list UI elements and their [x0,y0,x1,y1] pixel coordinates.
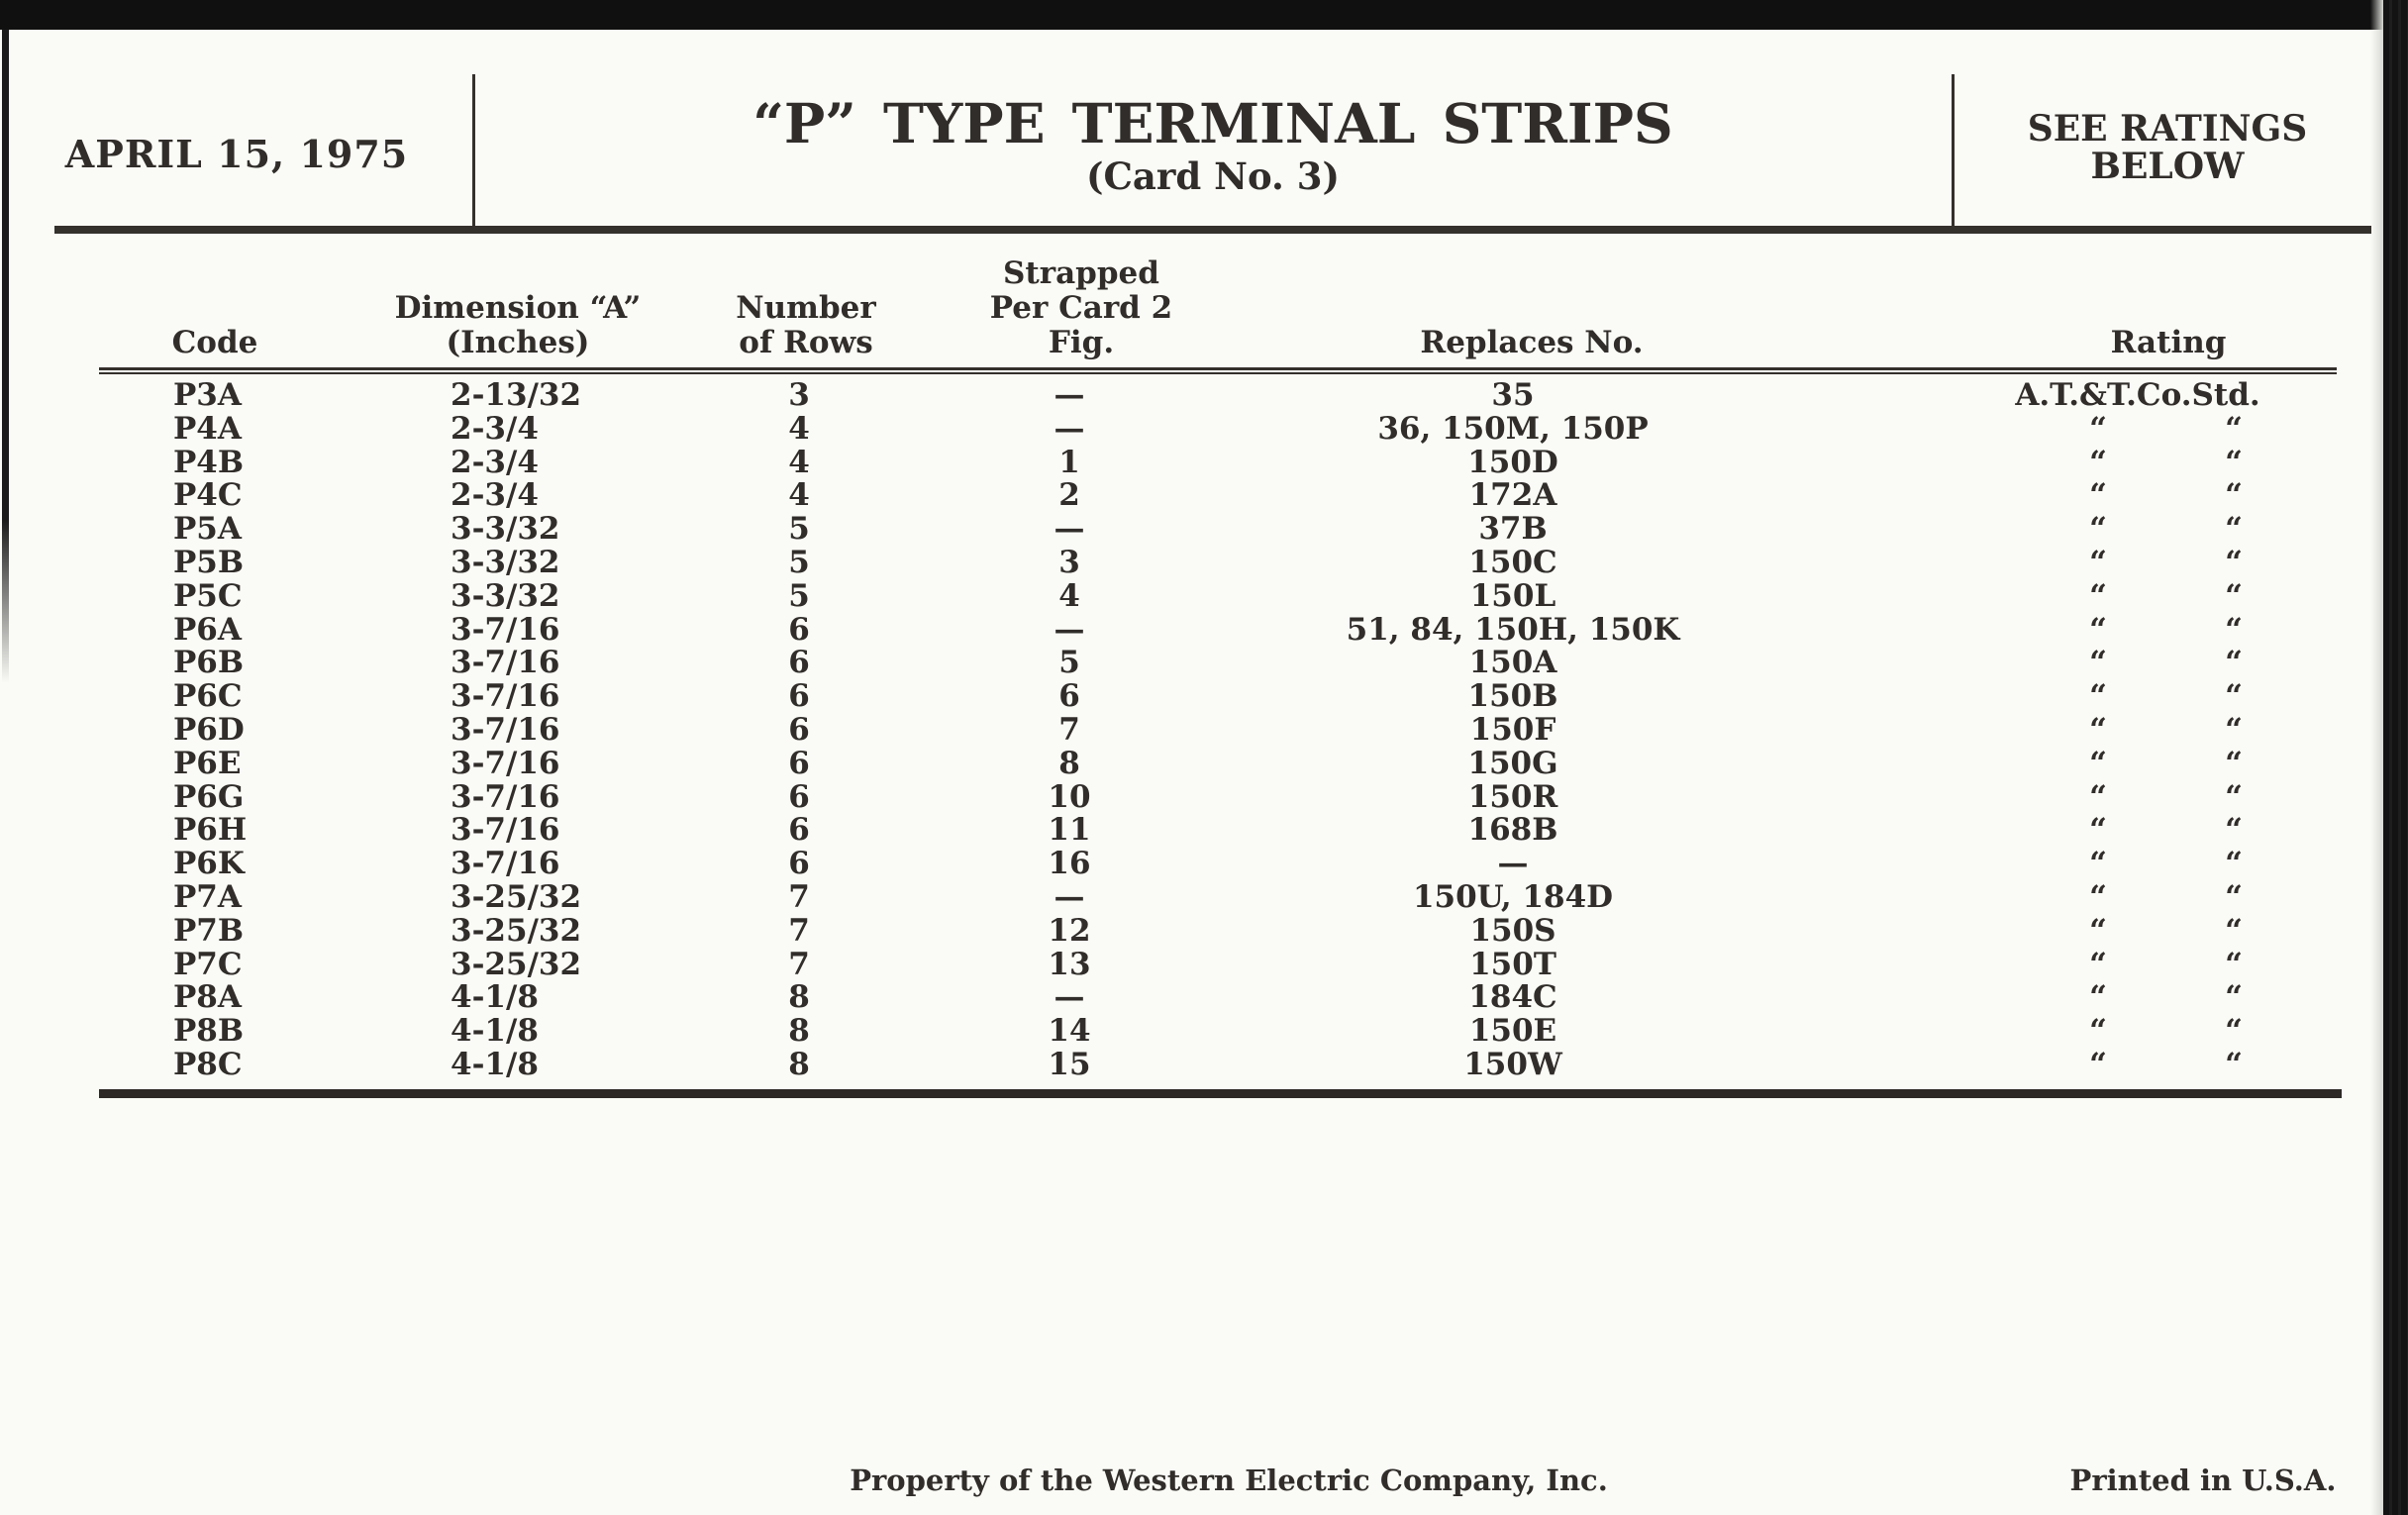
cell-num-rows: 6 [788,711,810,748]
card-subtitle: (Card No. 3) [1085,154,1341,198]
cell-replaces: — [1497,846,1529,882]
table-row [0,745,2408,781]
column-header-fig [990,256,1172,360]
table-row [0,711,2408,748]
cell-replaces: 150C [1468,544,1557,580]
table-row [0,848,2408,881]
cell-dimension: 3-3/32 [451,511,560,548]
table-row [0,379,2408,413]
cell-code: P6B [173,645,245,681]
header-divider-left [472,74,475,230]
cell-replaces: 184C [1468,979,1557,1016]
cell-fig: 5 [1058,645,1080,681]
cell-fig: — [1054,979,1085,1016]
cell-code: P5C [173,577,243,614]
cell-replaces: 150D [1467,444,1558,480]
cell-replaces: 36, 150M, 150P [1377,410,1649,447]
cell-fig: — [1054,511,1085,548]
cell-dimension: 3-25/32 [451,878,582,915]
ditto-mark: “ [2225,577,2243,614]
ditto-mark: “ [2225,678,2243,715]
ditto-mark: “ [2089,711,2107,748]
cell-num-rows: 8 [788,1046,810,1082]
cell-num-rows: 6 [788,778,810,815]
ditto-mark: “ [2089,946,2107,982]
ditto-mark: “ [2225,979,2243,1016]
cell-fig: 12 [1048,912,1091,949]
ditto-mark: “ [2225,878,2243,915]
cell-num-rows: 6 [788,611,810,648]
cell-code: P5B [173,544,245,580]
cell-dimension: 3-25/32 [451,946,582,982]
cell-fig: 1 [1058,444,1080,480]
cell-dimension: 3-7/16 [451,645,560,681]
cell-dimension: 2-3/4 [451,410,539,447]
cell-num-rows: 3 [788,377,810,413]
cell-replaces: 37B [1478,511,1548,548]
table-row [0,544,2408,580]
cell-num-rows: 5 [788,577,810,614]
ditto-mark: “ [2225,778,2243,815]
cell-fig: 7 [1058,711,1080,748]
cell-num-rows: 6 [788,645,810,681]
cell-rating: A.T.&T.Co.Std. [2015,377,2260,413]
ditto-mark: “ [2089,645,2107,681]
cell-fig: 2 [1058,477,1080,514]
cell-dimension: 3-7/16 [451,678,560,715]
cell-dimension: 2-3/4 [451,477,539,514]
cell-replaces: 150S [1469,912,1556,949]
cell-code: P8C [173,1046,243,1082]
cell-dimension: 3-3/32 [451,544,560,580]
cell-fig: 10 [1048,778,1091,815]
cell-num-rows: 8 [788,979,810,1016]
cell-fig: 4 [1058,577,1080,614]
table-row [0,410,2408,447]
ditto-mark: “ [2089,1046,2107,1082]
cell-replaces: 168B [1467,812,1558,849]
ditto-mark: “ [2089,812,2107,849]
cell-replaces: 150W [1463,1046,1562,1082]
table-row [0,878,2408,915]
cell-code: P6K [173,846,245,882]
cell-replaces: 150U, 184D [1412,878,1614,915]
table-row [0,513,2408,547]
cell-fig: 8 [1058,745,1080,781]
cell-replaces: 150B [1467,678,1558,715]
ditto-mark: “ [2089,577,2107,614]
ditto-mark: “ [2225,711,2243,748]
table-body [0,379,2408,1082]
table-row [0,981,2408,1015]
column-header-replaces: Replaces No. [1420,325,1644,360]
cell-dimension: 2-13/32 [451,377,582,413]
ratings-note-line1: SEE RATINGS [2027,108,2308,150]
cell-replaces: 150F [1469,711,1556,748]
cell-fig: 15 [1048,1046,1091,1082]
ditto-mark: “ [2089,979,2107,1016]
cell-replaces: 35 [1491,377,1535,413]
cell-num-rows: 6 [788,678,810,715]
cell-num-rows: 4 [788,410,810,447]
cell-dimension: 3-3/32 [451,577,560,614]
cell-replaces: 51, 84, 150H, 150K [1346,611,1680,648]
cell-code: P8A [173,979,242,1016]
cell-code: P4B [173,444,245,480]
ditto-mark: “ [2225,477,2243,514]
column-header-rule [99,367,2337,374]
cell-fig: 13 [1048,946,1091,982]
cell-num-rows: 6 [788,846,810,882]
ditto-mark: “ [2089,912,2107,949]
header-rule [54,226,2371,234]
cell-num-rows: 6 [788,812,810,849]
ditto-mark: “ [2089,611,2107,648]
cell-fig: — [1054,878,1085,915]
cell-fig: — [1054,377,1085,413]
ditto-mark: “ [2225,846,2243,882]
cell-code: P6H [173,812,248,849]
table-row [0,647,2408,680]
column-header-fig-line1: Strapped [1003,255,1159,291]
cell-num-rows: 8 [788,1013,810,1050]
ditto-mark: “ [2225,912,2243,949]
ditto-mark: “ [2225,1046,2243,1082]
cell-dimension: 3-7/16 [451,846,560,882]
cell-code: P7B [173,912,245,949]
cell-replaces: 172A [1468,477,1557,514]
cell-fig: 16 [1048,846,1091,882]
table-row [0,479,2408,513]
footer-property: Property of the Western Electric Company, Inc. [850,1464,1608,1497]
table-row [0,680,2408,714]
ditto-mark: “ [2089,544,2107,580]
cell-num-rows: 5 [788,511,810,548]
ditto-mark: “ [2089,1013,2107,1050]
cell-num-rows: 7 [788,946,810,982]
table-row [0,1015,2408,1049]
cell-dimension: 3-7/16 [451,711,560,748]
table-row [0,814,2408,848]
column-header-code: Code [171,325,258,360]
table-row [0,444,2408,480]
cell-code: P6D [173,711,245,748]
cell-replaces: 150E [1468,1013,1557,1050]
cell-fig: 6 [1058,678,1080,715]
cell-num-rows: 7 [788,878,810,915]
cell-code: P4A [173,410,242,447]
ditto-mark: “ [2089,778,2107,815]
column-header-dimension-line1: Dimension “A” [394,290,642,326]
footer-printed: Printed in U.S.A. [2069,1464,2337,1497]
column-header-fig-line2: Per Card 2 [989,290,1173,326]
ditto-mark: “ [2225,511,2243,548]
cell-replaces: 150A [1468,645,1557,681]
cell-fig: 14 [1048,1013,1091,1050]
table-bottom-rule [99,1089,2342,1098]
cell-num-rows: 6 [788,745,810,781]
table-row [0,912,2408,949]
ditto-mark: “ [2089,511,2107,548]
cell-dimension: 4-1/8 [451,979,539,1016]
cell-dimension: 2-3/4 [451,444,539,480]
ditto-mark: “ [2089,846,2107,882]
ditto-mark: “ [2089,477,2107,514]
cell-code: P8B [173,1013,245,1050]
cell-fig: — [1054,410,1085,447]
cell-code: P7A [173,878,242,915]
table-row [0,1046,2408,1082]
cell-num-rows: 7 [788,912,810,949]
column-header-dimension [395,291,642,360]
column-header-fig-line3: Fig. [1048,325,1115,360]
cell-replaces: 150R [1467,778,1558,815]
cell-code: P4C [173,477,243,514]
column-header-num-rows-line1: Number [736,290,876,326]
cell-replaces: 150T [1469,946,1556,982]
cell-code: P6G [173,778,245,815]
cell-dimension: 4-1/8 [451,1013,539,1050]
card-title: “P” TYPE TERMINAL STRIPS [752,91,1673,155]
cell-replaces: 150L [1469,577,1556,614]
cell-code: P6E [173,745,242,781]
ditto-mark: “ [2225,645,2243,681]
ratings-note [1953,110,2382,185]
cell-dimension: 3-7/16 [451,611,560,648]
cell-replaces: 150G [1467,745,1558,781]
column-header-num-rows-line2: of Rows [739,325,873,360]
cell-code: P7C [173,946,243,982]
table-row [0,611,2408,648]
cell-code: P6C [173,678,243,715]
ditto-mark: “ [2089,410,2107,447]
ditto-mark: “ [2225,444,2243,480]
cell-num-rows: 4 [788,477,810,514]
ditto-mark: “ [2225,611,2243,648]
scan-top-edge [0,0,2408,30]
cell-code: P6A [173,611,242,648]
table-row [0,577,2408,614]
cell-code: P5A [173,511,242,548]
cell-fig: 3 [1058,544,1080,580]
table-row [0,778,2408,815]
cell-fig: — [1054,611,1085,648]
ditto-mark: “ [2225,812,2243,849]
ditto-mark: “ [2225,745,2243,781]
table-row [0,946,2408,982]
ditto-mark: “ [2225,1013,2243,1050]
cell-dimension: 3-7/16 [451,778,560,815]
cell-dimension: 3-7/16 [451,745,560,781]
cell-dimension: 3-7/16 [451,812,560,849]
cell-num-rows: 5 [788,544,810,580]
cell-num-rows: 4 [788,444,810,480]
card-date: APRIL 15, 1975 [64,132,409,176]
ditto-mark: “ [2089,878,2107,915]
ditto-mark: “ [2089,444,2107,480]
ratings-note-line2: BELOW [2090,146,2245,187]
column-header-num-rows [736,291,875,360]
cell-fig: 11 [1048,812,1091,849]
ditto-mark: “ [2225,410,2243,447]
ditto-mark: “ [2225,544,2243,580]
column-header-dimension-line2: (Inches) [446,325,590,360]
column-header-rating: Rating [2110,325,2227,360]
ditto-mark: “ [2225,946,2243,982]
cell-code: P3A [173,377,242,413]
ditto-mark: “ [2089,745,2107,781]
ditto-mark: “ [2089,678,2107,715]
cell-dimension: 4-1/8 [451,1046,539,1082]
cell-dimension: 3-25/32 [451,912,582,949]
